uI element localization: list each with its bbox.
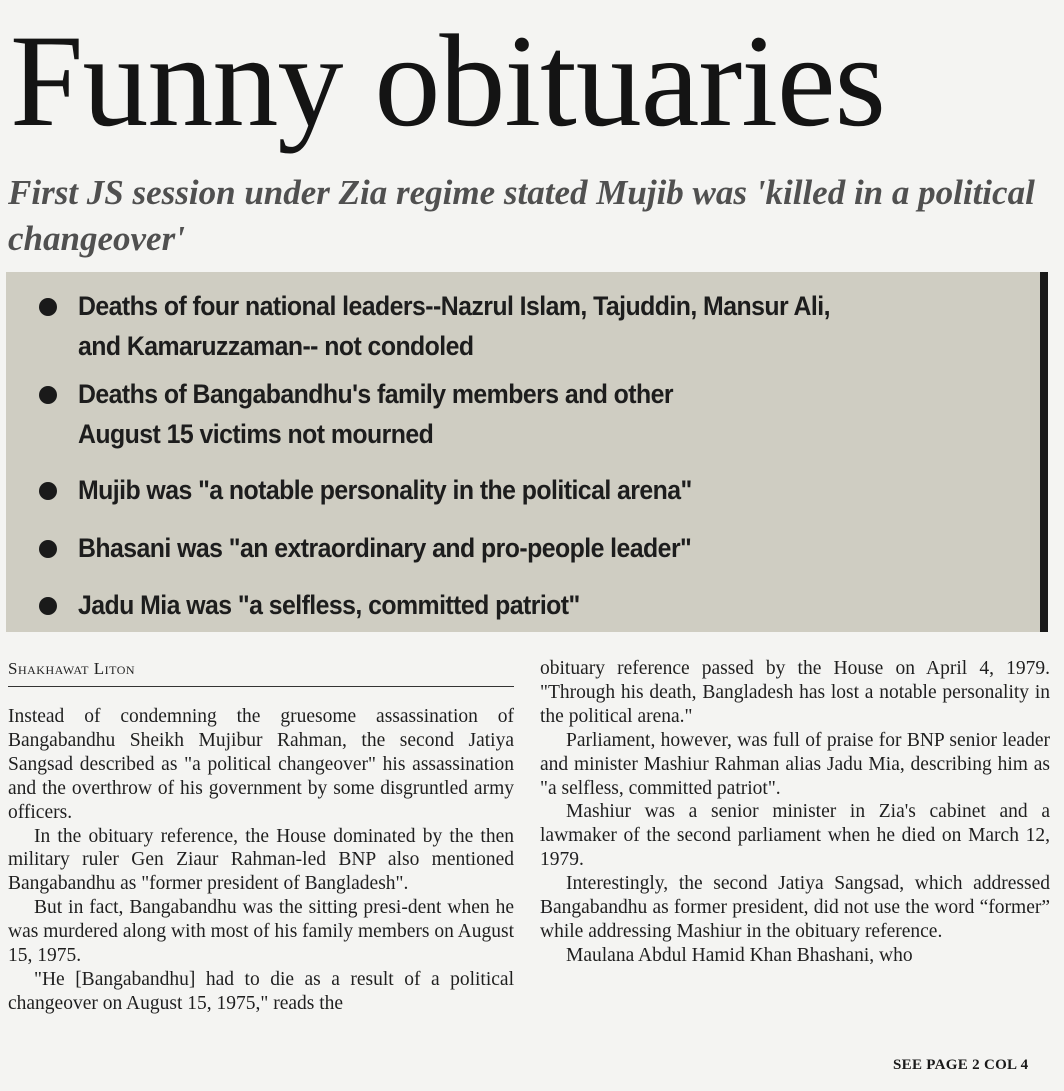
article-paragraph: Instead of condemning the gruesome assassination of Bangabandhu Sheikh Mujibur Rahman, the second Jatiya Sangsad described as "a political changeover" his assassination and the overthrow of his government by some disgruntled army officers. — [8, 706, 514, 823]
highlight-line: Deaths of four national leaders--Nazrul Islam, Tajuddin, Mansur Ali, — [78, 291, 830, 321]
highlight-item — [78, 286, 830, 366]
highlight-item — [78, 585, 580, 625]
bullet-icon — [39, 597, 57, 615]
continued-page-link[interactable]: SEE PAGE 2 COL 4 — [893, 1057, 1029, 1073]
highlight-line: Bhasani was "an extraordinary and pro-people leader" — [78, 533, 692, 563]
highlight-line: Jadu Mia was "a selfless, committed patriot" — [78, 590, 580, 620]
article-paragraph: Interestingly, the second Jatiya Sangsad, which addressed Bangabandhu as former president, did not use the word “former” while addressing Mashiur in the obituary reference. — [540, 873, 1050, 942]
article-paragraph: "He [Bangabandhu] had to die as a result of a political changeover on August 15, 1975," reads the — [8, 968, 514, 1014]
highlight-item — [78, 374, 673, 454]
bullet-icon — [39, 482, 57, 500]
bullet-icon — [39, 386, 57, 404]
headline: Funny obituaries — [10, 7, 885, 154]
highlights-box — [6, 272, 1048, 632]
article-paragraph: Mashiur was a senior minister in Zia's cabinet and a lawmaker of the second parliament when he died on March 12, 1979. — [540, 801, 1050, 871]
byline: Shakhawat Liton — [8, 658, 514, 687]
highlight-line: and Kamaruzzaman-- not condoled — [78, 331, 474, 361]
article-paragraph: But in fact, Bangabandhu was the sitting presi-dent when he was murdered along with most of his family members on August 15, 1975. — [8, 897, 514, 967]
article-column-2 — [540, 657, 1050, 968]
highlight-line: August 15 victims not mourned — [78, 419, 434, 449]
highlight-item — [78, 470, 692, 510]
article-paragraph: obituary reference passed by the House on April 4, 1979. "Through his death, Bangladesh has lost a notable personality in the political arena." — [540, 658, 1050, 727]
bullet-icon — [39, 540, 57, 558]
article-paragraph: In the obituary reference, the House dominated by the then military ruler Gen Ziaur Rahman-led BNP also mentioned Bangabandhu as "former president of Bangladesh". — [8, 825, 514, 895]
article-paragraph: Parliament, however, was full of praise for BNP senior leader and minister Mashiur Rahman alias Jadu Mia, describing him as "a selfless, committed patriot". — [540, 729, 1050, 799]
bullet-icon — [39, 298, 57, 316]
article-paragraph: Maulana Abdul Hamid Khan Bhashani, who — [566, 944, 913, 966]
article-column-1 — [8, 705, 514, 1016]
subheadline: First JS session under Zia regime stated Mujib was 'killed in a political changeover' — [8, 173, 1035, 258]
highlight-item — [78, 528, 691, 568]
highlight-line: Deaths of Bangabandhu's family members and other — [78, 379, 674, 409]
highlight-line: Mujib was "a notable personality in the political arena" — [78, 475, 692, 505]
